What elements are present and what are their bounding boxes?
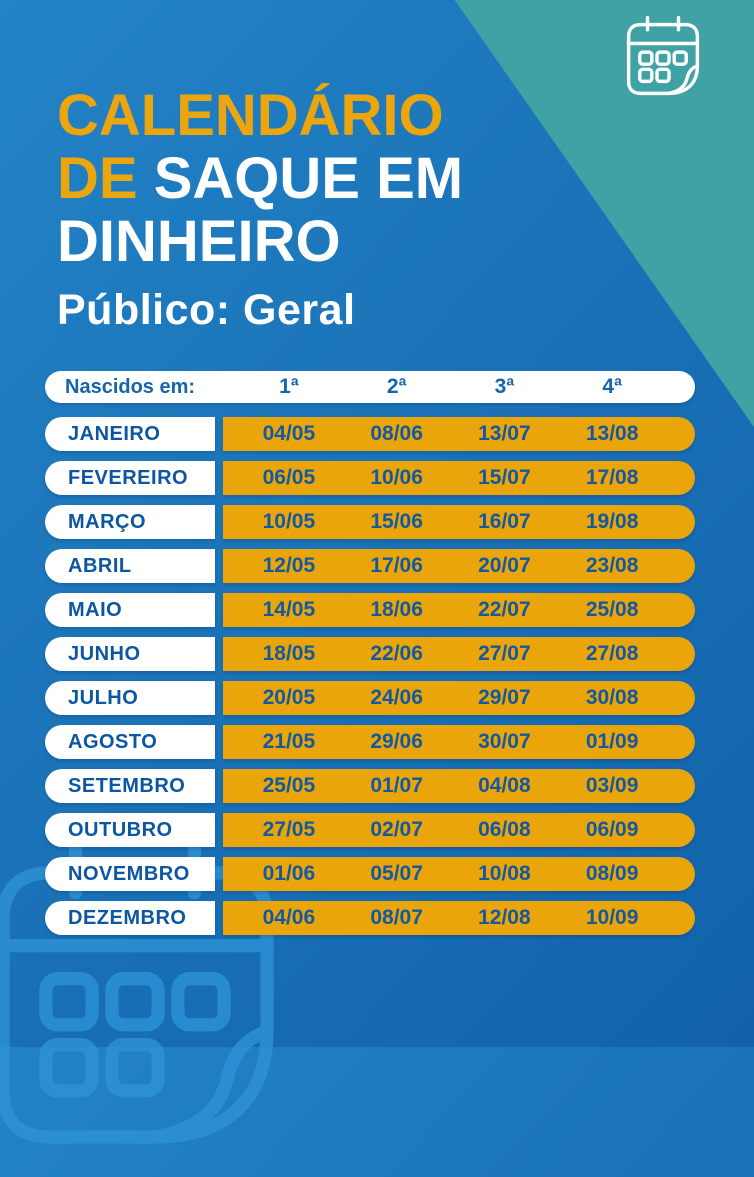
date-week1: 14/05 — [262, 598, 316, 621]
date-week1: 04/06 — [262, 906, 316, 929]
date-week2: 02/07 — [370, 818, 423, 841]
date-week2: 17/06 — [370, 554, 423, 577]
month-label: SETEMBRO — [45, 769, 215, 803]
date-week1: 20/05 — [262, 686, 316, 709]
table-rows — [45, 417, 695, 935]
table-row — [45, 417, 695, 451]
dates-pill — [223, 813, 695, 847]
date-week2: 05/07 — [370, 862, 423, 885]
dates-pill — [223, 461, 695, 495]
dates-pill — [223, 725, 695, 759]
date-week1: 01/06 — [262, 862, 316, 885]
date-week1: 06/05 — [262, 466, 316, 489]
table-row — [45, 857, 695, 891]
calendar-icon — [620, 14, 706, 104]
table-row — [45, 505, 695, 539]
page-title-line1: CALENDÁRIO — [57, 83, 444, 148]
column-header-2: 2ª — [386, 375, 407, 398]
date-week4: 23/08 — [585, 554, 639, 577]
header-columns — [223, 375, 695, 399]
date-week4: 27/08 — [585, 642, 639, 665]
page-subtitle: Público: Geral — [57, 286, 356, 334]
month-label: MARÇO — [45, 505, 215, 539]
date-week3: 20/07 — [478, 554, 531, 577]
date-week2: 08/06 — [370, 422, 423, 445]
page-title-line2 — [57, 147, 463, 210]
dates-pill — [223, 769, 695, 803]
title-accent-word: DE — [57, 146, 138, 211]
date-week3: 27/07 — [478, 642, 531, 665]
date-week2: 29/06 — [370, 730, 423, 753]
date-week4: 17/08 — [585, 466, 639, 489]
date-week2: 01/07 — [370, 774, 423, 797]
date-week3: 16/07 — [478, 510, 531, 533]
month-label: FEVEREIRO — [45, 461, 215, 495]
month-label: JANEIRO — [45, 417, 215, 451]
date-week1: 04/05 — [262, 422, 316, 445]
date-week3: 04/08 — [478, 774, 531, 797]
date-week4: 10/09 — [585, 906, 639, 929]
table-row — [45, 901, 695, 935]
column-header-4: 4ª — [602, 375, 622, 398]
dates-pill — [223, 549, 695, 583]
withdrawal-calendar-table — [45, 371, 695, 935]
month-label: ABRIL — [45, 549, 215, 583]
dates-pill — [223, 505, 695, 539]
page-title-line3: DINHEIRO — [57, 209, 341, 274]
month-label: AGOSTO — [45, 725, 215, 759]
date-week4: 13/08 — [585, 422, 639, 445]
date-week4: 25/08 — [585, 598, 639, 621]
date-week3: 10/08 — [478, 862, 531, 885]
dates-pill — [223, 681, 695, 715]
month-label: JUNHO — [45, 637, 215, 671]
date-week4: 08/09 — [585, 862, 639, 885]
table-row — [45, 681, 695, 715]
date-week2: 15/06 — [370, 510, 423, 533]
column-header-3: 3ª — [494, 375, 515, 398]
month-label: JULHO — [45, 681, 215, 715]
table-row — [45, 725, 695, 759]
date-week1: 12/05 — [262, 554, 316, 577]
date-week2: 08/07 — [370, 906, 423, 929]
month-label: OUTUBRO — [45, 813, 215, 847]
table-row — [45, 813, 695, 847]
date-week2: 22/06 — [370, 642, 423, 665]
table-row — [45, 549, 695, 583]
dates-pill — [223, 593, 695, 627]
date-week1: 21/05 — [262, 730, 316, 753]
date-week1: 25/05 — [262, 774, 316, 797]
dates-pill — [223, 637, 695, 671]
month-label: DEZEMBRO — [45, 901, 215, 935]
title-rest-words: SAQUE EM — [153, 146, 464, 211]
date-week2: 18/06 — [370, 598, 423, 621]
date-week3: 13/07 — [478, 422, 531, 445]
date-week2: 24/06 — [370, 686, 423, 709]
date-week3: 06/08 — [478, 818, 531, 841]
table-header-row — [45, 371, 695, 403]
date-week4: 30/08 — [585, 686, 639, 709]
table-row — [45, 461, 695, 495]
date-week3: 29/07 — [478, 686, 531, 709]
date-week4: 19/08 — [585, 510, 639, 533]
table-row — [45, 637, 695, 671]
date-week3: 22/07 — [478, 598, 531, 621]
date-week1: 18/05 — [262, 642, 316, 665]
title-block — [57, 84, 463, 335]
date-week4: 01/09 — [585, 730, 639, 753]
table-row — [45, 769, 695, 803]
date-week4: 06/09 — [585, 818, 639, 841]
header-label: Nascidos em: — [65, 375, 196, 398]
column-header-1: 1ª — [279, 375, 299, 398]
date-week3: 15/07 — [478, 466, 531, 489]
month-label: MAIO — [45, 593, 215, 627]
dates-pill — [223, 901, 695, 935]
date-week3: 30/07 — [478, 730, 531, 753]
table-row — [45, 593, 695, 627]
date-week4: 03/09 — [585, 774, 639, 797]
dates-pill — [223, 857, 695, 891]
date-week2: 10/06 — [370, 466, 423, 489]
date-week1: 27/05 — [262, 818, 316, 841]
dates-pill — [223, 417, 695, 451]
date-week3: 12/08 — [478, 906, 531, 929]
month-label: NOVEMBRO — [45, 857, 215, 891]
date-week1: 10/05 — [262, 510, 316, 533]
